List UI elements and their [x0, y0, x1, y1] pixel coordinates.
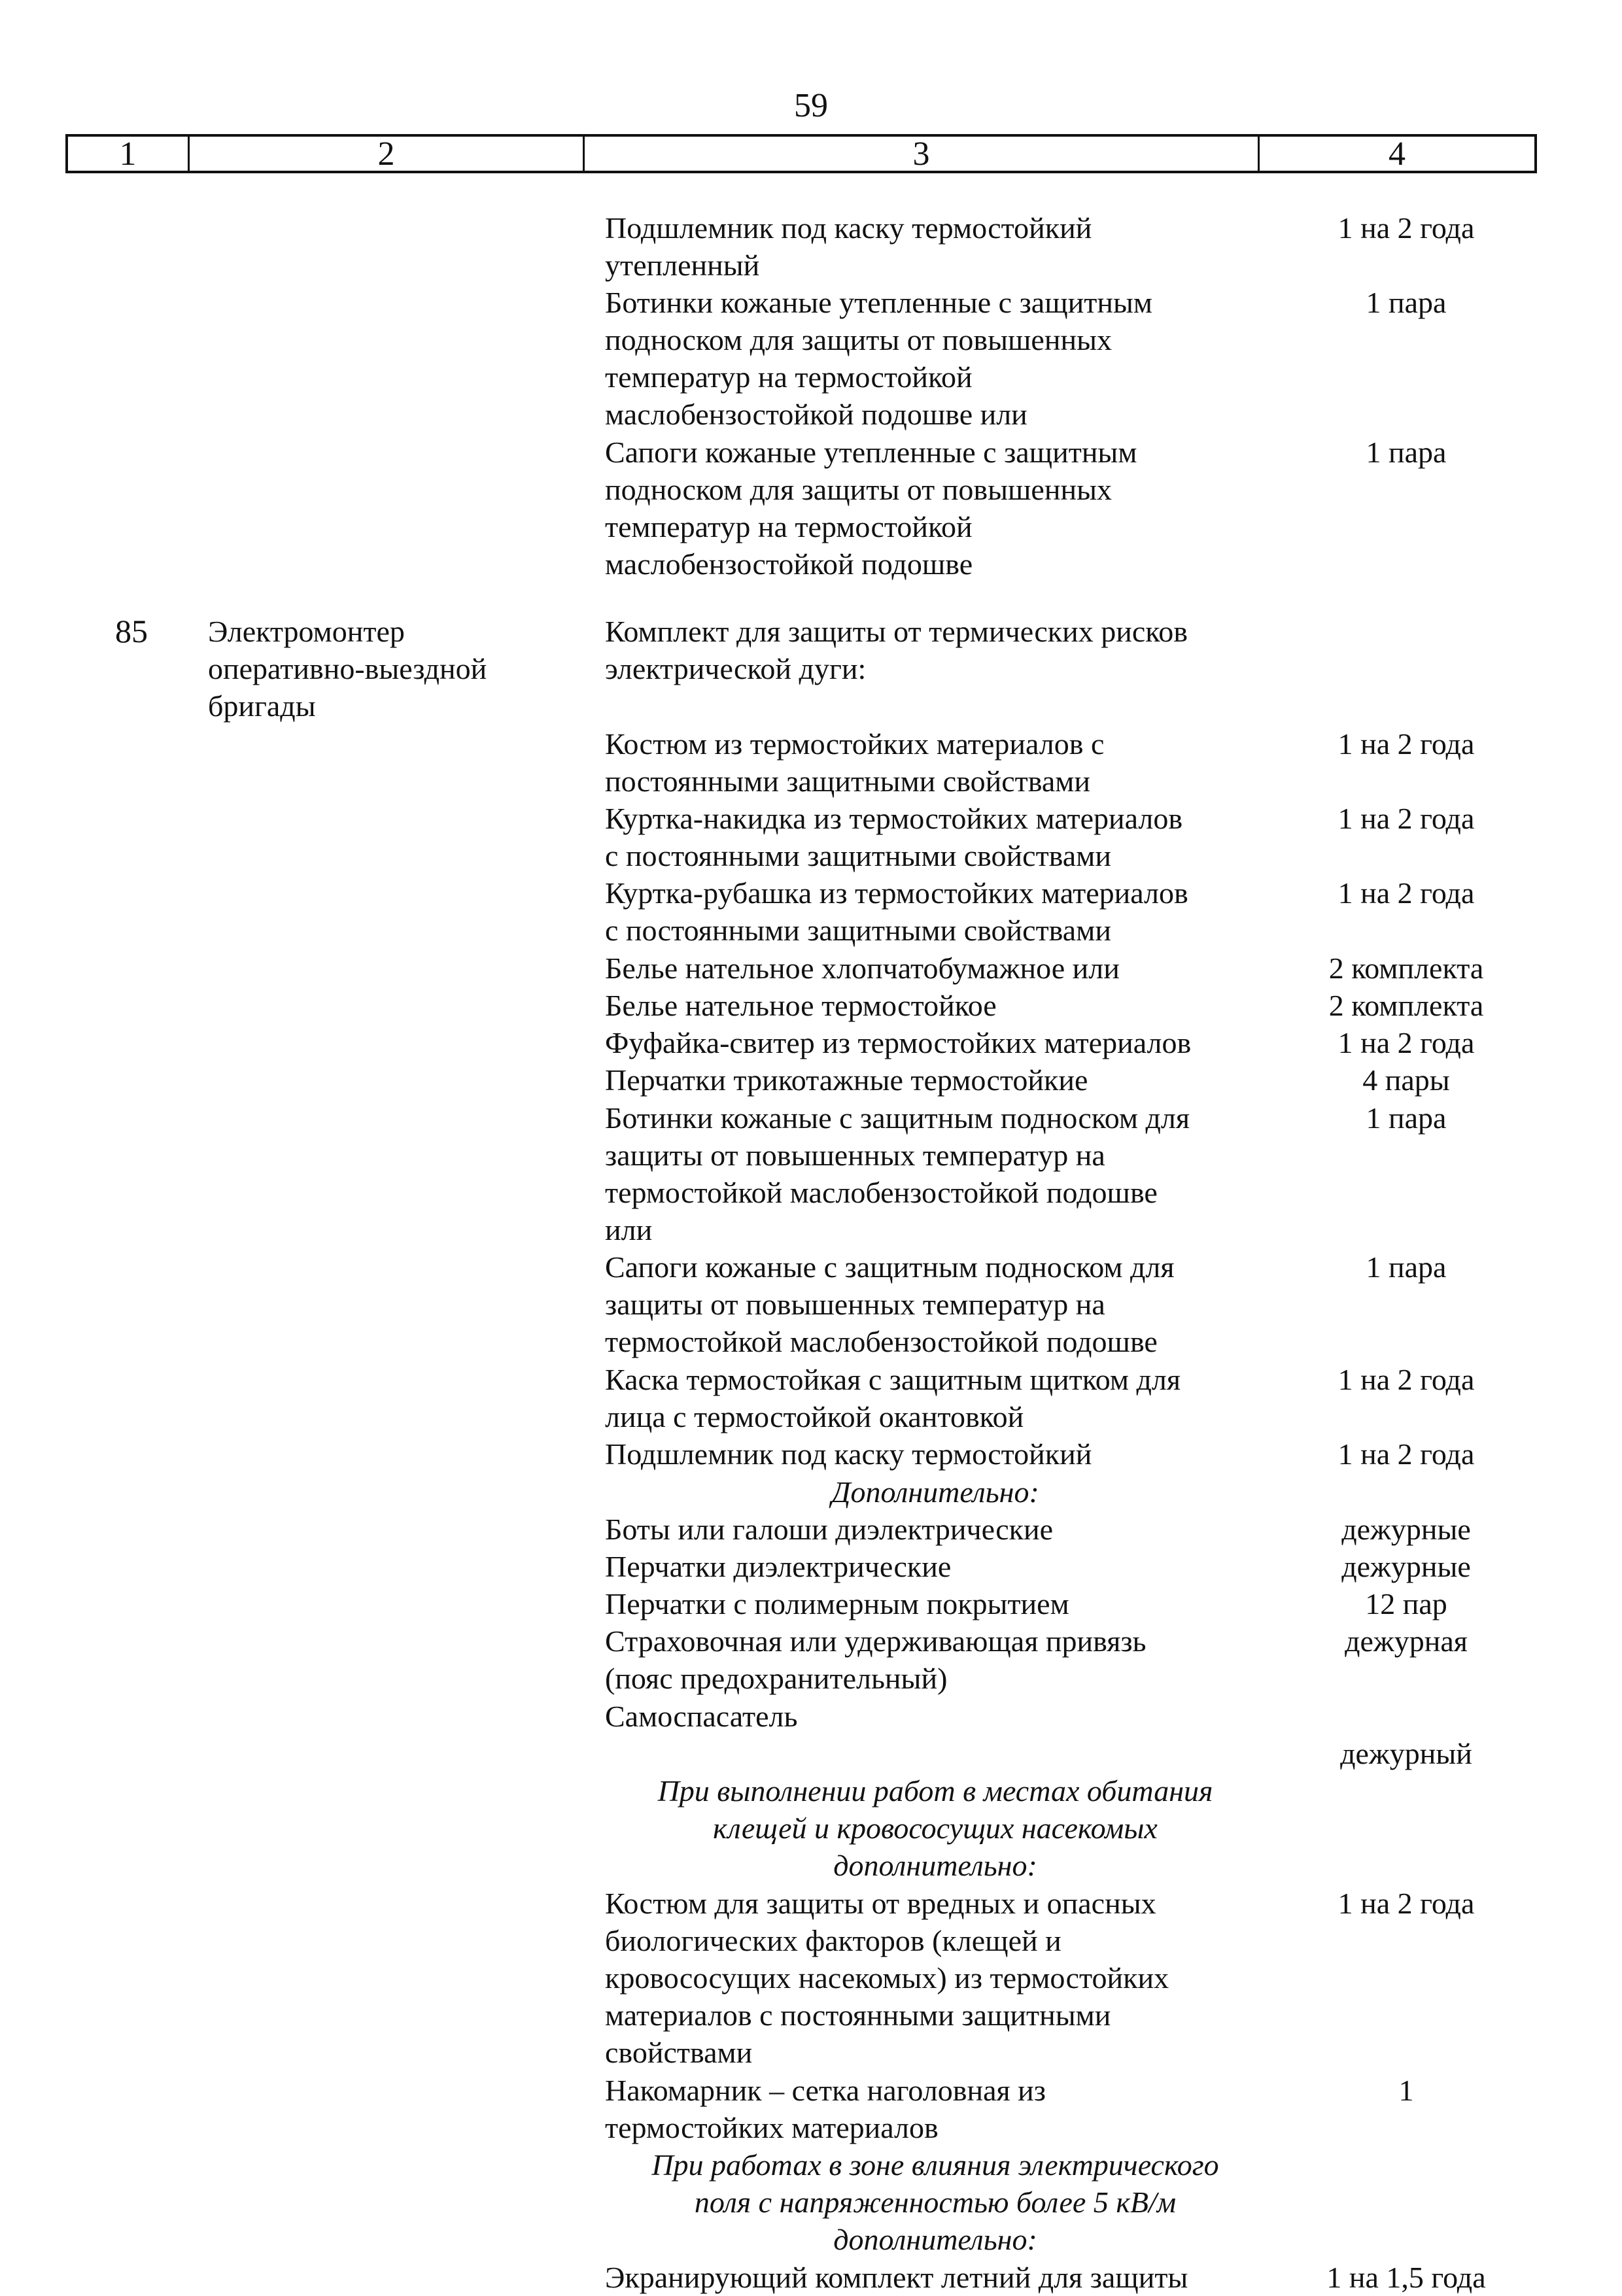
table-row — [0, 1099, 1622, 1249]
table-row — [0, 209, 1622, 284]
item-name: Сапоги кожаные утепленные с защитным подноском для защиты от повышенных температур на термостойкой маслобензостойкой подошве — [605, 436, 1137, 581]
item-number: 85 — [115, 613, 148, 649]
table-row — [0, 1622, 1622, 1697]
item-name: Куртка-рубашка из термостойких материалов с постоянными защитными свойствами — [605, 876, 1188, 948]
item-name: Перчатки диэлектрические — [605, 1550, 952, 1583]
issue-norm: 1 — [1398, 2073, 1414, 2107]
table-row — [0, 1248, 1622, 1361]
table-row — [0, 1548, 1622, 1585]
issue-norm: 1 на 2 года — [1337, 876, 1475, 910]
column-header-3: 3 — [585, 137, 1260, 171]
issue-norm: 4 пары — [1362, 1063, 1450, 1097]
table-row — [0, 1024, 1622, 1061]
item-name: Самоспасатель — [605, 1699, 798, 1733]
note-text: При выполнении работ в местах обитания клещей и кровососущих насекомых дополнительно: — [657, 1774, 1213, 1883]
issue-norm: дежурные — [1341, 1512, 1471, 1546]
item-name: Перчатки с полимерным покрытием — [605, 1587, 1069, 1621]
issue-norm: 2 комплекта — [1328, 989, 1484, 1022]
item-name: Сапоги кожаные с защитным подноском для защиты от повышенных температур на термостойкой маслобензостойкой подошве — [605, 1250, 1175, 1359]
issue-norm: 1 на 2 года — [1337, 1886, 1475, 1920]
table-row — [0, 1585, 1622, 1622]
item-name: Костюм из термостойких материалов с постоянными защитными свойствами — [605, 727, 1105, 798]
issue-norm: 12 пар — [1365, 1587, 1447, 1621]
item-name: Подшлемник под каску термостойкий утепленный — [605, 211, 1092, 282]
item-name: Накомарник – сетка наголовная из термостойких материалов — [605, 2073, 1046, 2144]
issue-norm: 1 на 1,5 года — [1326, 2260, 1486, 2294]
item-name: Белье нательное термостойкое — [605, 989, 997, 1022]
section-note — [0, 1772, 1622, 1885]
table-row — [0, 613, 1622, 725]
item-name: Фуфайка-свитер из термостойких материалов — [605, 1026, 1192, 1060]
page-number: 59 — [794, 87, 828, 124]
note-text: Дополнительно: — [831, 1475, 1039, 1509]
table-row — [0, 987, 1622, 1024]
item-name: Ботинки кожаные с защитным подноском для защиты от повышенных температур на термостойкой маслобензостойкой подошве или — [605, 1101, 1190, 1246]
table-row — [0, 1435, 1622, 1473]
table-row — [0, 434, 1622, 583]
item-name: Каска термостойкая с защитным щитком для лица с термостойкой окантовкой — [605, 1363, 1181, 1433]
section-note — [0, 2146, 1622, 2259]
table-row — [0, 2259, 1622, 2296]
note-text: При работах в зоне влияния электрического поля с напряженностью более 5 кВ/м дополнительно: — [651, 2148, 1219, 2257]
table-row — [0, 1885, 1622, 2072]
issue-norm: 1 пара — [1366, 436, 1447, 470]
table-row — [0, 1361, 1622, 1435]
profession-name: Электромонтер оперативно-выездной бригады — [208, 615, 487, 723]
item-name: Экранирующий комплект летний для защиты — [605, 2260, 1188, 2294]
issue-norm: 1 на 2 года — [1337, 211, 1475, 245]
issue-norm: дежурные — [1341, 1550, 1471, 1583]
issue-norm: 1 на 2 года — [1337, 802, 1475, 835]
issue-norm: 1 на 2 года — [1337, 1363, 1475, 1396]
issue-norm: дежурная — [1345, 1624, 1468, 1658]
issue-norm: 1 пара — [1366, 1250, 1447, 1284]
table-row — [0, 1061, 1622, 1099]
issue-norm: 1 на 2 года — [1337, 1437, 1475, 1471]
table-row — [0, 950, 1622, 987]
issue-norm: 1 на 2 года — [1337, 1026, 1475, 1060]
table-row — [0, 1511, 1622, 1548]
table-row — [0, 725, 1622, 800]
issue-norm: 2 комплекта — [1328, 951, 1484, 985]
issue-norm: 1 пара — [1366, 1101, 1447, 1135]
item-name: Комплект для защиты от термических рисков электрической дуги: — [605, 615, 1188, 685]
issue-norm: 1 на 2 года — [1337, 727, 1475, 761]
table-row — [0, 800, 1622, 874]
column-header-1: 1 — [68, 137, 190, 171]
item-name: Боты или галоши диэлектрические — [605, 1512, 1054, 1546]
table-row — [0, 284, 1622, 434]
item-name: Ботинки кожаные утепленные с защитным подноском для защиты от повышенных температур на термостойкой маслобензостойкой подошве или — [605, 286, 1152, 432]
column-header-4: 4 — [1389, 135, 1406, 173]
table-row — [0, 2072, 1622, 2146]
section-note — [0, 1473, 1622, 1511]
item-name: Белье нательное хлопчатобумажное или — [605, 951, 1120, 985]
table-row — [0, 874, 1622, 949]
item-name: Подшлемник под каску термостойкий — [605, 1437, 1092, 1471]
item-name: Куртка-накидка из термостойких материалов с постоянными защитными свойствами — [605, 802, 1183, 872]
item-name: Перчатки трикотажные термостойкие — [605, 1063, 1088, 1097]
issue-norm: дежурный — [1340, 1736, 1472, 1770]
table-row — [0, 1698, 1622, 1772]
column-header-2: 2 — [190, 137, 585, 171]
item-name: Страховочная или удерживающая привязь (пояс предохранительный) — [605, 1624, 1147, 1696]
issue-norm: 1 пара — [1366, 286, 1447, 320]
item-name: Костюм для защиты от вредных и опасных биологических факторов (клещей и кровососущих насекомых) из термостойких материалов с постоянными защитными свойствами — [605, 1886, 1169, 2069]
